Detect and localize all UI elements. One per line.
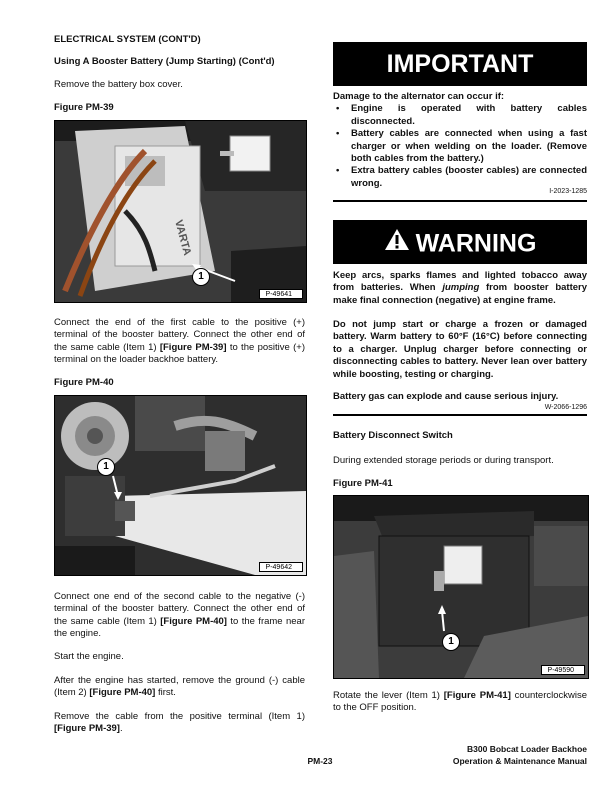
start-engine-text: Start the engine.	[54, 651, 124, 662]
remove-positive-cable-text: Remove the cable from the positive terminal (Item 1) [Figure PM-39].	[54, 711, 305, 735]
battery-box-illustration	[55, 121, 306, 302]
warning-paragraph-1: Keep arcs, sparks flames and lighted tobacco away from batteries. When jumping from booster battery make final connection (negative) at engine frame.	[333, 270, 587, 306]
manual-title-line-1: B300 Bobcat Loader Backhoe	[467, 744, 587, 754]
warning-code: W-2066-1296	[544, 404, 587, 411]
disconnect-switch-illustration	[334, 496, 588, 678]
important-intro: Damage to the alternator can occur if:	[333, 91, 505, 102]
figure-pm-39-caption: Figure PM-39	[54, 102, 114, 113]
figure-pm-41-photo	[333, 495, 589, 679]
important-item: • Extra battery cables (booster cables) are connected wrong.	[333, 165, 587, 190]
warning-paragraph-2: Do not jump start or charge a frozen or damaged battery. Warm battery to 60°F (16°C) before connecting to a charger. Unplug charger before connecting or disconnecting cables to battery. Never lean over battery while boosting, testing or charging.	[333, 319, 587, 380]
battery-disconnect-text: During extended storage periods or during transport.	[333, 455, 554, 466]
page-number: PM-23	[307, 756, 333, 766]
important-divider	[333, 200, 587, 202]
connect-second-cable-text: Connect one end of the second cable to the negative (-) terminal of the booster battery. Connect the other end of the same cable (Item 1) [Figure PM-40] to the frame near the engine.	[54, 591, 306, 640]
connect-first-cable-text: Connect the end of the first cable to the positive (+) terminal of the booster battery. Connect the other end of the same cable (Item 1) [Figure PM-39] to the positive (+) terminal on the loader backhoe battery.	[54, 317, 305, 366]
warning-divider	[333, 414, 587, 416]
figure-pm-40-code: P-49642	[259, 562, 303, 572]
figure-pm-40-photo	[54, 395, 307, 576]
important-banner: IMPORTANT	[333, 42, 587, 86]
warning-paragraph-3: Battery gas can explode and cause serious injury.	[333, 391, 559, 402]
section-title: ELECTRICAL SYSTEM (CONT'D)	[54, 34, 201, 45]
rotate-lever-text: Rotate the lever (Item 1) [Figure PM-41] counterclockwise to the OFF position.	[333, 690, 588, 714]
manual-title	[380, 743, 587, 767]
important-item: • Engine is operated with battery cables disconnected.	[333, 103, 587, 128]
figure-pm-39-callout-1: 1	[192, 268, 210, 286]
figure-pm-41-code: P-49590	[541, 665, 585, 675]
warning-triangle-icon	[384, 221, 410, 265]
warning-title: WARNING	[415, 229, 537, 258]
important-box	[333, 91, 587, 190]
figure-pm-41-callout-1: 1	[442, 633, 460, 651]
figure-pm-39-photo	[54, 120, 307, 303]
important-item: • Battery cables are connected when using a fast charger or when welding on the loader. (Remove both cables from the battery.)	[333, 128, 587, 165]
important-code: I-2023-1285	[549, 188, 587, 195]
remove-ground-cable-text: After the engine has started, remove the ground (-) cable (Item 2) [Figure PM-40] first.	[54, 675, 305, 699]
warning-banner	[333, 220, 587, 264]
figure-pm-40-callout-1: 1	[97, 458, 115, 476]
subsection-title: Using A Booster Battery (Jump Starting) (Cont'd)	[54, 56, 275, 67]
battery-disconnect-title: Battery Disconnect Switch	[333, 430, 453, 441]
important-list	[333, 103, 587, 190]
figure-pm-40-caption: Figure PM-40	[54, 377, 114, 388]
figure-pm-41-caption: Figure PM-41	[333, 478, 393, 489]
varta-label: VARTA	[172, 218, 194, 257]
manual-title-line-2: Operation & Maintenance Manual	[452, 756, 587, 766]
engine-frame-illustration	[55, 396, 306, 575]
remove-cover-text: Remove the battery box cover.	[54, 79, 183, 90]
figure-pm-39-code: P-49641	[259, 289, 303, 299]
